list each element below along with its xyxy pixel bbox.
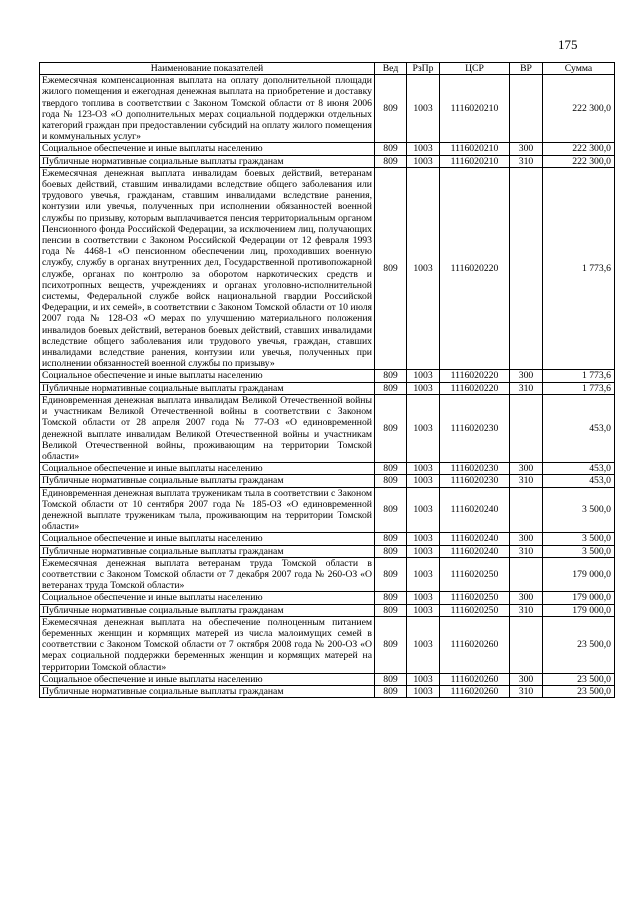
row-name: Единовременная денежная выплата труженикам тыла в соответствии с Законом Томской области от 10 сентября 2007 года № 185-ОЗ «О единовременной денежной выплате труженикам тыла, проживающим на территории Томской области» bbox=[40, 487, 375, 533]
row-csr: 1116020230 bbox=[440, 475, 510, 487]
table-row bbox=[40, 370, 615, 382]
row-csr: 1116020260 bbox=[440, 673, 510, 685]
row-name: Публичные нормативные социальные выплаты гражданам bbox=[40, 685, 375, 697]
row-ved: 809 bbox=[375, 370, 407, 382]
row-rzpr: 1003 bbox=[407, 382, 440, 394]
row-ved: 809 bbox=[375, 545, 407, 557]
row-ved: 809 bbox=[375, 143, 407, 155]
row-ved: 809 bbox=[375, 167, 407, 370]
row-csr: 1116020220 bbox=[440, 167, 510, 370]
row-sum: 1 773,6 bbox=[543, 382, 615, 394]
row-vr: 300 bbox=[510, 592, 543, 604]
row-rzpr: 1003 bbox=[407, 545, 440, 557]
row-ved: 809 bbox=[375, 487, 407, 533]
row-ved: 809 bbox=[375, 155, 407, 167]
row-name: Социальное обеспечение и иные выплаты населению bbox=[40, 463, 375, 475]
row-name: Публичные нормативные социальные выплаты гражданам bbox=[40, 545, 375, 557]
row-sum: 3 500,0 bbox=[543, 545, 615, 557]
row-vr bbox=[510, 75, 543, 143]
row-ved: 809 bbox=[375, 685, 407, 697]
row-vr: 300 bbox=[510, 463, 543, 475]
row-csr: 1116020210 bbox=[440, 75, 510, 143]
row-ved: 809 bbox=[375, 673, 407, 685]
row-vr: 300 bbox=[510, 673, 543, 685]
row-rzpr: 1003 bbox=[407, 685, 440, 697]
row-sum: 3 500,0 bbox=[543, 487, 615, 533]
row-ved: 809 bbox=[375, 533, 407, 545]
header-ved: Вед bbox=[375, 63, 407, 75]
row-sum: 1 773,6 bbox=[543, 167, 615, 370]
header-sum: Сумма bbox=[543, 63, 615, 75]
row-sum: 222 300,0 bbox=[543, 75, 615, 143]
table-row bbox=[40, 475, 615, 487]
row-name: Единовременная денежная выплата инвалидам Великой Отечественной войны и участникам Великой Отечественной войны в соответствии с Законом Томской области от 28 апреля 2007 года № 77-ОЗ «О единовременной денежной выплате инвалидам Великой Отечественной войны и участникам Великой Отечественной войны, проживающим на территории Томской области» bbox=[40, 394, 375, 462]
row-sum: 23 500,0 bbox=[543, 673, 615, 685]
row-sum: 3 500,0 bbox=[543, 533, 615, 545]
row-csr: 1116020220 bbox=[440, 370, 510, 382]
row-ved: 809 bbox=[375, 604, 407, 616]
row-ved: 809 bbox=[375, 475, 407, 487]
row-csr: 1116020250 bbox=[440, 557, 510, 592]
table-row bbox=[40, 616, 615, 673]
row-vr bbox=[510, 487, 543, 533]
row-vr: 310 bbox=[510, 382, 543, 394]
row-ved: 809 bbox=[375, 616, 407, 673]
header-name: Наименование показателей bbox=[40, 63, 375, 75]
row-csr: 1116020210 bbox=[440, 155, 510, 167]
row-name: Социальное обеспечение и иные выплаты населению bbox=[40, 370, 375, 382]
page-number: 175 bbox=[558, 37, 578, 52]
row-vr: 300 bbox=[510, 143, 543, 155]
row-name: Социальное обеспечение и иные выплаты населению bbox=[40, 592, 375, 604]
row-sum: 179 000,0 bbox=[543, 592, 615, 604]
row-rzpr: 1003 bbox=[407, 592, 440, 604]
row-csr: 1116020240 bbox=[440, 533, 510, 545]
row-sum: 222 300,0 bbox=[543, 143, 615, 155]
row-ved: 809 bbox=[375, 382, 407, 394]
row-name: Публичные нормативные социальные выплаты гражданам bbox=[40, 155, 375, 167]
header-rzpr: РзПр bbox=[407, 63, 440, 75]
row-rzpr: 1003 bbox=[407, 394, 440, 462]
row-csr: 1116020220 bbox=[440, 382, 510, 394]
row-rzpr: 1003 bbox=[407, 557, 440, 592]
table-header-row bbox=[40, 63, 615, 75]
table-body bbox=[40, 75, 615, 698]
row-rzpr: 1003 bbox=[407, 75, 440, 143]
row-vr bbox=[510, 167, 543, 370]
row-rzpr: 1003 bbox=[407, 167, 440, 370]
row-vr: 300 bbox=[510, 533, 543, 545]
row-vr: 310 bbox=[510, 155, 543, 167]
row-vr: 310 bbox=[510, 685, 543, 697]
row-csr: 1116020260 bbox=[440, 616, 510, 673]
row-vr: 310 bbox=[510, 545, 543, 557]
row-ved: 809 bbox=[375, 463, 407, 475]
table-row bbox=[40, 673, 615, 685]
table-row bbox=[40, 155, 615, 167]
row-ved: 809 bbox=[375, 394, 407, 462]
row-vr bbox=[510, 557, 543, 592]
row-sum: 179 000,0 bbox=[543, 557, 615, 592]
header-csr: ЦСР bbox=[440, 63, 510, 75]
header-vr: ВР bbox=[510, 63, 543, 75]
row-vr: 310 bbox=[510, 475, 543, 487]
table-row bbox=[40, 487, 615, 533]
row-csr: 1116020230 bbox=[440, 394, 510, 462]
row-name: Ежемесячная денежная выплата ветеранам труда Томской области в соответствии с Законом Томской области от 7 декабря 2007 года № 260-ОЗ «О ветеранах труда Томской области» bbox=[40, 557, 375, 592]
row-name: Социальное обеспечение и иные выплаты населению bbox=[40, 533, 375, 545]
row-sum: 453,0 bbox=[543, 394, 615, 462]
row-csr: 1116020250 bbox=[440, 604, 510, 616]
row-ved: 809 bbox=[375, 75, 407, 143]
row-name: Ежемесячная денежная выплата инвалидам боевых действий, ветеранам боевых действий, ставшим инвалидами вследствие общего заболевания или трудового увечья, гражданам, ставшим инвалидами вследствие ранения, контузии или увечья, полученных при исполнении обязанностей военной службы по призыву, которым выплачивается пенсия территориальным органом Пенсионного фонда Российской Федерации, за исключением лиц, получающих пенсии в соответствии с Законом Российской Федерации от 12 февраля 1993 года № 4468-1 «О пенсионном обеспечении лиц, проходивших военную службу, службу в органах внутренних дел, Государственной противопожарной службе, органах по контролю за оборотом наркотических средств и психотропных веществ, учреждениях и органах уголовно-исполнительной системы, Федеральной службе войск национальной гвардии Российской Федерации, и их семей», в соответствии с Законом Томской области от 10 июля 2007 года № 128-ОЗ «О мерах по улучшению материального положения инвалидов боевых действий, ветеранов боевых действий, ставших инвалидами вследствие общего заболевания или трудового увечья, граждан, ставших инвалидами вследствие ранения, контузии или увечья, полученных при исполнении обязанностей военной службы по призыву» bbox=[40, 167, 375, 370]
table-row bbox=[40, 167, 615, 370]
table-row bbox=[40, 382, 615, 394]
row-rzpr: 1003 bbox=[407, 155, 440, 167]
row-rzpr: 1003 bbox=[407, 533, 440, 545]
row-csr: 1116020230 bbox=[440, 463, 510, 475]
table-row bbox=[40, 557, 615, 592]
row-rzpr: 1003 bbox=[407, 487, 440, 533]
table-row bbox=[40, 545, 615, 557]
row-csr: 1116020210 bbox=[440, 143, 510, 155]
row-rzpr: 1003 bbox=[407, 616, 440, 673]
row-name: Ежемесячная компенсационная выплата на оплату дополнительной площади жилого помещения и ежегодная денежная выплата на приобретение и доставку твердого топлива в соответствии с Законом Томской области от 8 июня 2006 года № 123-ОЗ «О дополнительных мерах социальной поддержки отдельных категорий граждан при предоставлении субсидий на оплату жилого помещения и коммунальных услуг» bbox=[40, 75, 375, 143]
table-row bbox=[40, 685, 615, 697]
row-name: Публичные нормативные социальные выплаты гражданам bbox=[40, 382, 375, 394]
row-name: Социальное обеспечение и иные выплаты населению bbox=[40, 143, 375, 155]
table-row bbox=[40, 143, 615, 155]
row-sum: 23 500,0 bbox=[543, 685, 615, 697]
table-row bbox=[40, 394, 615, 462]
budget-table bbox=[39, 62, 615, 698]
row-sum: 23 500,0 bbox=[543, 616, 615, 673]
table-row bbox=[40, 463, 615, 475]
table-row bbox=[40, 604, 615, 616]
table-row bbox=[40, 533, 615, 545]
row-vr: 300 bbox=[510, 370, 543, 382]
row-vr bbox=[510, 394, 543, 462]
row-rzpr: 1003 bbox=[407, 475, 440, 487]
row-csr: 1116020240 bbox=[440, 487, 510, 533]
row-rzpr: 1003 bbox=[407, 604, 440, 616]
row-sum: 1 773,6 bbox=[543, 370, 615, 382]
row-sum: 453,0 bbox=[543, 463, 615, 475]
row-name: Публичные нормативные социальные выплаты гражданам bbox=[40, 475, 375, 487]
row-name: Публичные нормативные социальные выплаты гражданам bbox=[40, 604, 375, 616]
row-rzpr: 1003 bbox=[407, 370, 440, 382]
row-rzpr: 1003 bbox=[407, 143, 440, 155]
row-sum: 179 000,0 bbox=[543, 604, 615, 616]
row-csr: 1116020260 bbox=[440, 685, 510, 697]
row-vr: 310 bbox=[510, 604, 543, 616]
row-ved: 809 bbox=[375, 592, 407, 604]
row-csr: 1116020240 bbox=[440, 545, 510, 557]
row-name: Ежемесячная денежная выплата на обеспечение полноценным питанием беременных женщин и кормящих матерей из числа малоимущих семей в соответствии с Законом Томской области от 7 октября 2008 года № 200-ОЗ «О мерах социальной поддержки беременных женщин и кормящих матерей на территории Томской области» bbox=[40, 616, 375, 673]
row-sum: 222 300,0 bbox=[543, 155, 615, 167]
row-name: Социальное обеспечение и иные выплаты населению bbox=[40, 673, 375, 685]
table-row bbox=[40, 592, 615, 604]
row-rzpr: 1003 bbox=[407, 463, 440, 475]
row-ved: 809 bbox=[375, 557, 407, 592]
row-sum: 453,0 bbox=[543, 475, 615, 487]
row-vr bbox=[510, 616, 543, 673]
table-row bbox=[40, 75, 615, 143]
row-csr: 1116020250 bbox=[440, 592, 510, 604]
row-rzpr: 1003 bbox=[407, 673, 440, 685]
